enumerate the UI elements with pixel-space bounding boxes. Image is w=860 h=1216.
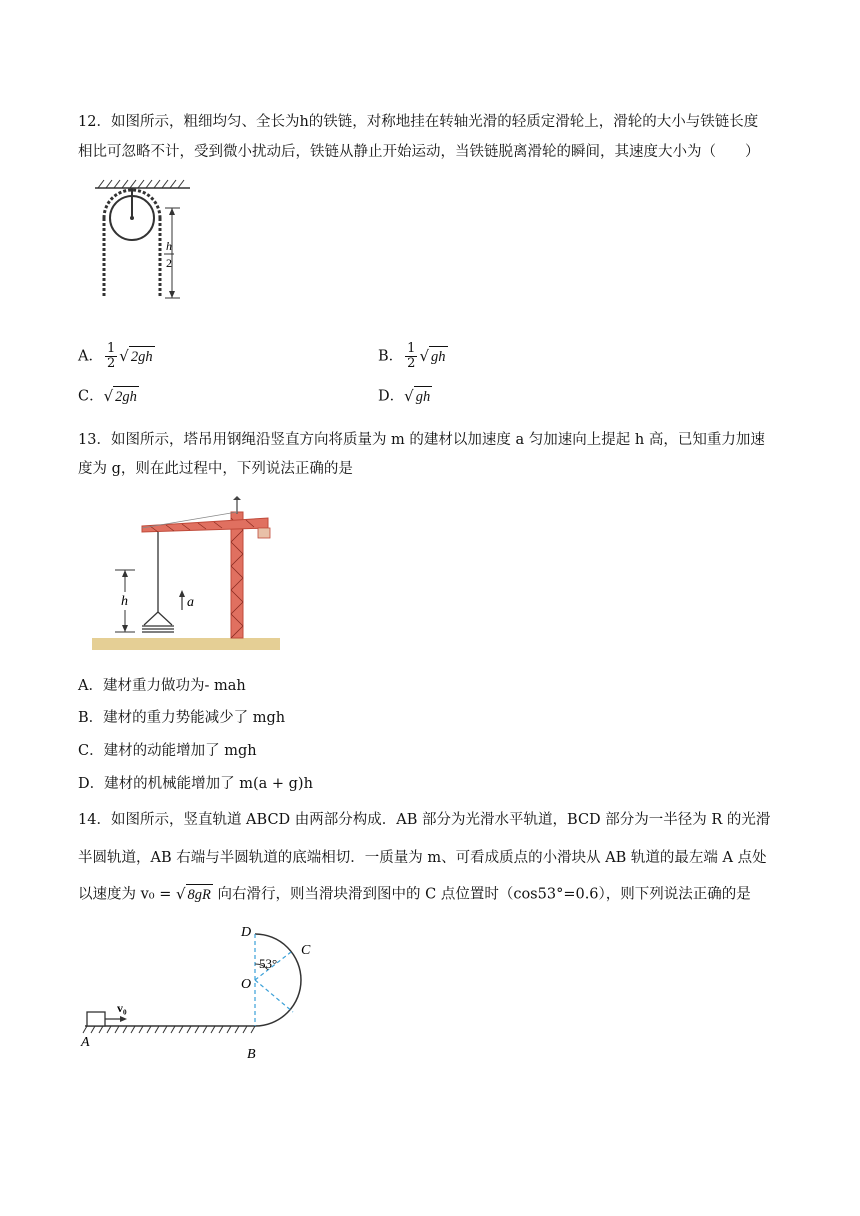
sqrt: √ 8gR (175, 885, 211, 903)
fraction: $\frac{1}{2}$ (106, 341, 116, 371)
fig-a-label: a (187, 595, 194, 610)
pulley-chain-figure (90, 178, 200, 308)
q13-option-b[interactable]: B．建材的重力势能减少了 mgh (78, 710, 286, 726)
sqrt: √ gh (419, 347, 446, 365)
q13-text-line1: 13．如图所示，塔吊用钢绳沿竖直方向将质量为 m 的建材以加速度 a 匀加速向上提起 h 高，已知重力加速 (78, 432, 765, 448)
fig-2-label: 2 (166, 256, 172, 270)
q13-option-a[interactable]: A．建材重力做功为- mah (78, 678, 246, 694)
q12-text-line1: 12．如图所示，粗细均匀、全长为h的铁链，对称地挂在转轴光滑的轻质定滑轮上，滑轮的大小与铁链长度 (78, 114, 759, 130)
fig-c-label: C (301, 943, 311, 958)
crane-figure (90, 492, 285, 657)
sqrt: √ 2gh (119, 347, 153, 365)
q12-option-c[interactable]: C．√ 2gh (78, 387, 137, 405)
q14-text-line2: 半圆轨道，AB 右端与半圆轨道的底端相切．一质量为 m、可看成质点的小滑块从 AB 轨道的最左端 A 点处 (78, 850, 767, 866)
q14-text-line3: 以速度为 v₀ = √ 8gR 向右滑行，则当滑块滑到图中的 C 点位置时（cos53°=0.6），则下列说法正确的是 (78, 885, 751, 903)
fig-angle-label: 53° (259, 956, 278, 971)
fig-b-label: B (247, 1047, 256, 1062)
q13-option-d[interactable]: D．建材的机械能增加了 m(a + g)h (78, 776, 313, 792)
sqrt: √ gh (404, 387, 431, 405)
q12-option-a[interactable]: A． $\frac{1}{2}$ √ 2gh (78, 341, 153, 371)
fig-d-label: D (241, 925, 252, 940)
fig-a-label: A (81, 1035, 90, 1050)
fig-h-label: h (166, 239, 172, 253)
fraction: $\frac{1}{2}$ (407, 341, 416, 371)
q13-option-c[interactable]: C．建材的动能增加了 mgh (78, 743, 257, 759)
sqrt: √ 2gh (103, 387, 137, 405)
fig-v0-label: v₀ (117, 1001, 127, 1015)
q12-option-d[interactable]: D．√ gh (378, 387, 431, 405)
semicircle-track-figure (75, 920, 335, 1068)
q12-text-line2: 相比可忽略不计，受到微小扰动后，铁链从静止开始运动，当铁链脱离滑轮的瞬间，其速度大小为（ ） (78, 144, 760, 160)
fig-h-label: h (121, 594, 128, 609)
q14-text-line1: 14．如图所示，竖直轨道 ABCD 由两部分构成．AB 部分为光滑水平轨道，BCD 部分为一半径为 R 的光滑 (78, 812, 771, 828)
q12-option-b[interactable]: B． $\frac{1}{2}$ √ gh (378, 341, 446, 371)
fig-o-label: O (241, 977, 252, 992)
q13-text-line2: 度为 g，则在此过程中，下列说法正确的是 (78, 461, 353, 477)
